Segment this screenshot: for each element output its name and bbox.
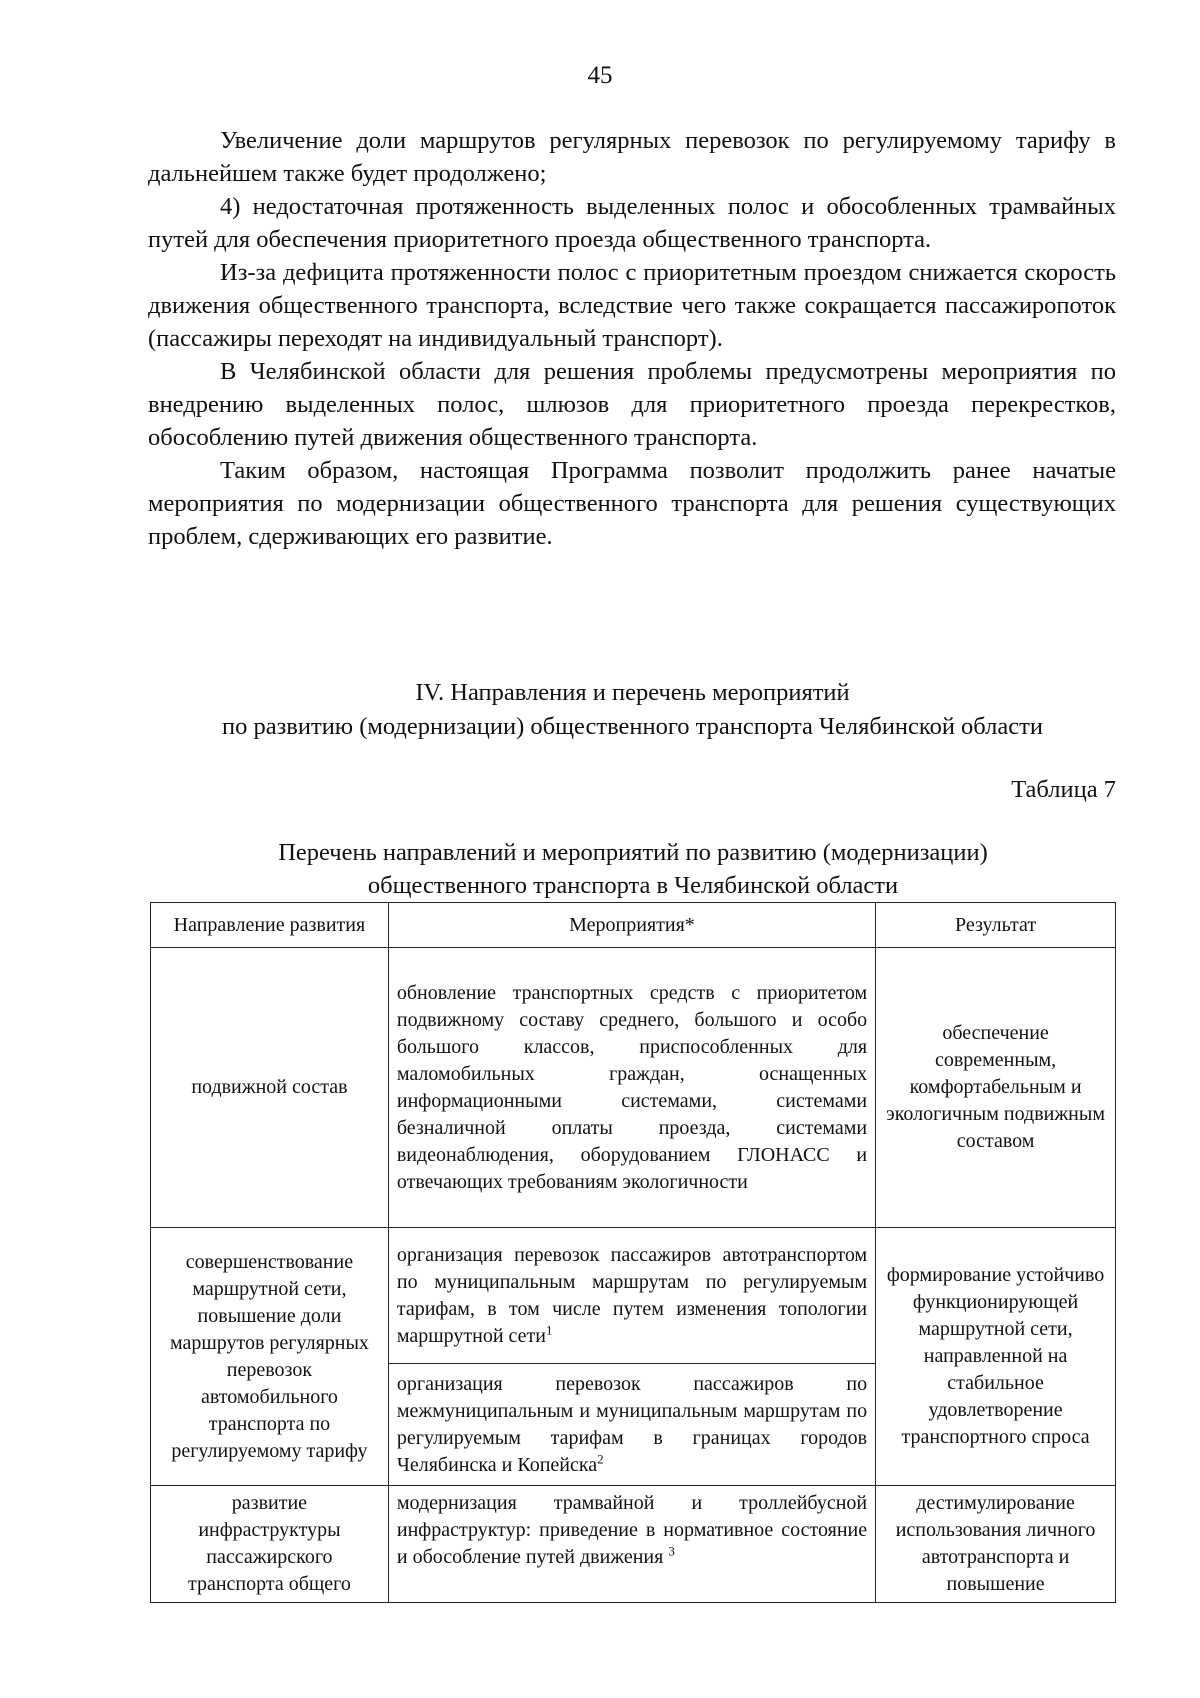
body-text — [148, 124, 1116, 553]
measure-text: модернизация трамвайной и троллейбусной инфраструктур: приведение в нормативное состояние и обособление путей движения — [396, 1492, 868, 1568]
section-heading-line-2: по развитию (модернизации) общественного транспорта Челябинской области — [222, 713, 1043, 740]
direction-cell: совершенствование маршрутной сети, повышение доли маршрутов регулярных перевозок автомобильного транспорта по регулируемому тарифу — [151, 1228, 389, 1486]
result-cell: формирование устойчиво функционирующей маршрутной сети, направленной на стабильное удовлетворение транспортного спроса — [876, 1228, 1116, 1486]
page-number: 45 — [587, 62, 613, 89]
header-direction: Направление развития — [151, 903, 389, 948]
paragraph-1: Увеличение доли маршрутов регулярных перевозок по регулируемому тарифу в дальнейшем также будет продолжено; — [148, 127, 1116, 187]
table-row — [151, 1228, 1116, 1364]
direction-cell: подвижной состав — [151, 948, 389, 1228]
measure-text: организация перевозок пассажиров автотранспортом по муниципальным маршрутам по регулируемым тарифам, в том числе путем изменения топологии маршрутной сети — [396, 1243, 868, 1347]
measure-text: обновление транспортных средств с приоритетом подвижному составу среднего, большого и особо большого классов, приспособленных для маломобильных граждан, оснащенных информационными системами, системами безналичной оплаты проезда, системами видеонаблюдения, оборудованием ГЛОНАСС и отвечающих требованиям экологичности — [396, 981, 868, 1193]
header-measures: Мероприятия* — [388, 903, 875, 948]
measure-text: организация перевозок пассажиров по межмуниципальным и муниципальным маршрутам по регулируемым тарифам в границах городов Челябинска и Копейска — [396, 1372, 868, 1476]
result-cell: обеспечение современным, комфортабельным и экологичным подвижным составом — [876, 948, 1116, 1228]
measures-table — [150, 902, 1116, 1603]
footnote-marker: 2 — [597, 1450, 604, 1466]
paragraph-3: Из-за дефицита протяженности полос с приоритетным проездом снижается скорость движения общественного транспорта, вследствие чего также сокращается пассажиропоток (пассажиры переходят на индивидуальный транспорт). — [148, 259, 1116, 352]
table-row — [151, 948, 1116, 1228]
header-result: Результат — [876, 903, 1116, 948]
measure-cell — [388, 1486, 875, 1603]
footnote-marker: 1 — [545, 1321, 553, 1337]
paragraph-4: В Челябинской области для решения проблемы предусмотрены мероприятия по внедрению выделенных полос, шлюзов для приоритетного проезда перекрестков, обособлению путей движения общественного транспорта. — [148, 358, 1116, 451]
measure-cell — [388, 1364, 875, 1486]
table-header-row — [151, 903, 1116, 948]
measure-cell — [388, 948, 875, 1228]
footnote-marker: 3 — [668, 1543, 675, 1559]
result-cell: дестимулирование использования личного автотранспорта и повышение — [876, 1486, 1116, 1603]
paragraph-2: 4) недостаточная протяженность выделенных полос и обособленных трамвайных путей для обеспечения приоритетного проезда общественного транспорта. — [148, 193, 1116, 253]
table-title-line-2: общественного транспорта в Челябинской области — [367, 872, 899, 899]
section-heading — [100, 676, 1165, 744]
measure-cell — [388, 1228, 875, 1364]
table-title — [150, 836, 1116, 902]
table-label: Таблица 7 — [1011, 776, 1116, 803]
table-row — [151, 1486, 1116, 1603]
direction-cell: развитие инфраструктуры пассажирского транспорта общего — [151, 1486, 389, 1603]
table-title-line-1: Перечень направлений и мероприятий по развитию (модернизации) — [278, 839, 988, 866]
paragraph-5: Таким образом, настоящая Программа позволит продолжить ранее начатые мероприятия по модернизации общественного транспорта для решения существующих проблем, сдерживающих его развитие. — [148, 457, 1116, 550]
section-heading-line-1: IV. Направления и перечень мероприятий — [415, 679, 850, 706]
